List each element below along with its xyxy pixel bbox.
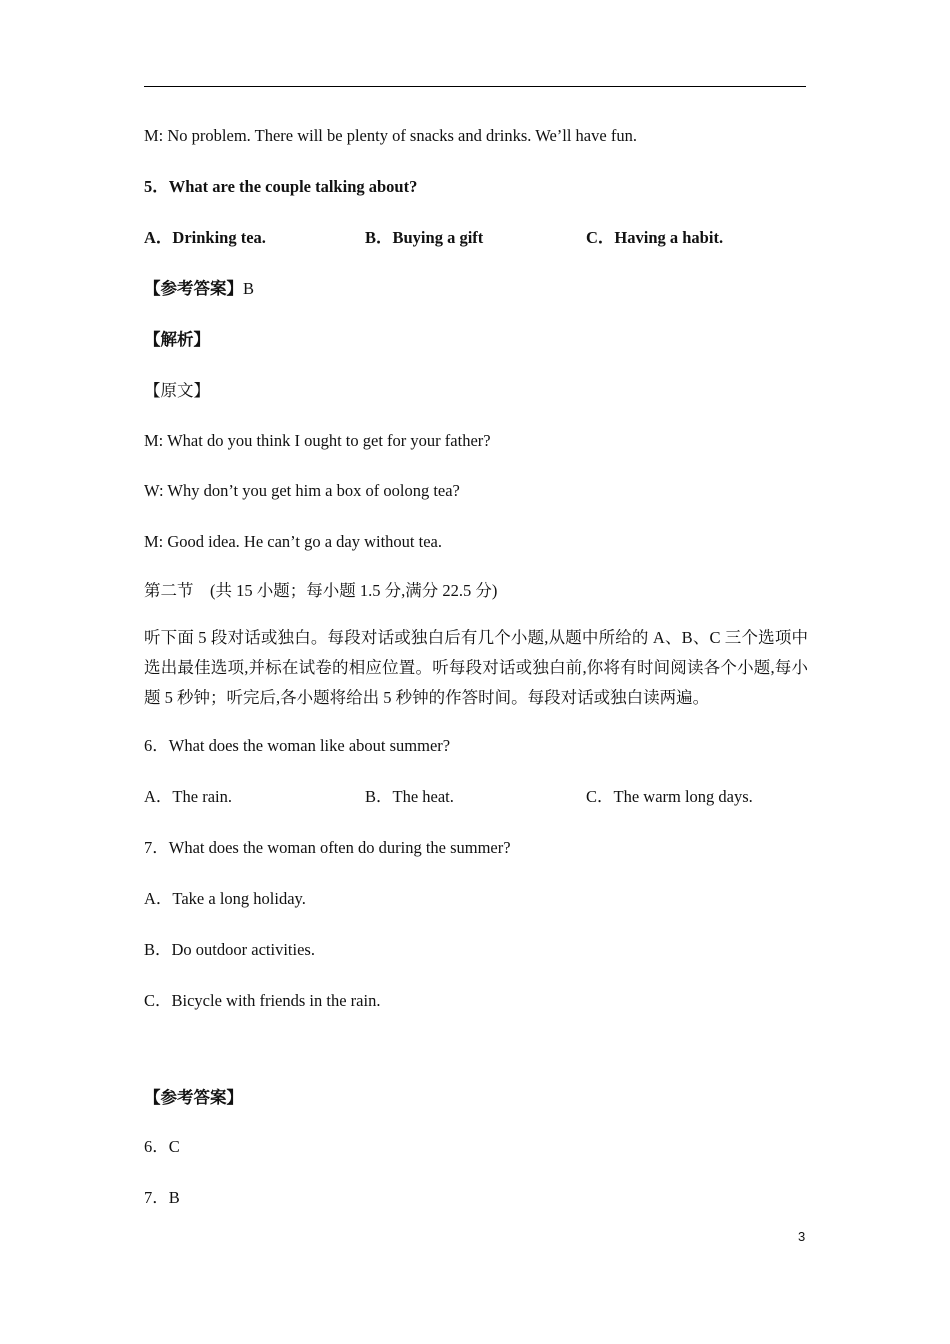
- answer-item: 7．B: [144, 1188, 180, 1207]
- transcript-line: M: Good idea. He can’t go a day without tea.: [144, 532, 442, 551]
- q5-answer: [144, 279, 254, 299]
- question-6: 6．What does the woman like about summer?: [144, 736, 451, 755]
- q6-option-c: C．The warm long days.: [586, 787, 753, 806]
- transcript-label: 【原文】: [144, 381, 210, 400]
- answer-item: 6．C: [144, 1137, 180, 1156]
- q5-option-a: A．Drinking tea.: [144, 228, 266, 247]
- section-instructions: 听下面 5 段对话或独白。每段对话或独白后有几个小题,从题中所给的 A、B、C 三个选项中选出最佳选项,并标在试卷的相应位置。听每段对话或独白前,你将有时间阅读各个小题,每小题 5 秒钟；听完后,各小题将给出 5 秒钟的作答时间。每段对话或独白读两遍。: [144, 628, 809, 707]
- q5-option-c: C．Having a habit.: [586, 228, 724, 247]
- dialog-line: M: No problem. There will be plenty of snacks and drinks. We’ll have fun.: [144, 126, 637, 145]
- question-7: 7．What does the woman often do during the summer?: [144, 838, 511, 857]
- q6-option-a: A．The rain.: [144, 787, 232, 806]
- q7-option-b: B．Do outdoor activities.: [144, 940, 315, 959]
- page-number: 3: [798, 1229, 806, 1244]
- header-rule: [144, 86, 806, 87]
- transcript-line: W: Why don’t you get him a box of oolong tea?: [144, 481, 460, 500]
- question-5: 5．What are the couple talking about?: [144, 177, 418, 196]
- answer-label: 【参考答案】: [144, 279, 243, 298]
- answer-value: B: [243, 279, 255, 298]
- q7-option-c: C．Bicycle with friends in the rain.: [144, 991, 381, 1010]
- section-title: 第二节 (共 15 小题；每小题 1.5 分,满分 22.5 分): [144, 581, 498, 600]
- q5-option-b: B．Buying a gift: [365, 228, 484, 247]
- q6-option-b: B．The heat.: [365, 787, 454, 806]
- analysis-label: 【解析】: [144, 330, 210, 349]
- transcript-line: M: What do you think I ought to get for your father?: [144, 431, 491, 450]
- q7-option-a: A．Take a long holiday.: [144, 889, 306, 908]
- answers-label: 【参考答案】: [144, 1088, 243, 1107]
